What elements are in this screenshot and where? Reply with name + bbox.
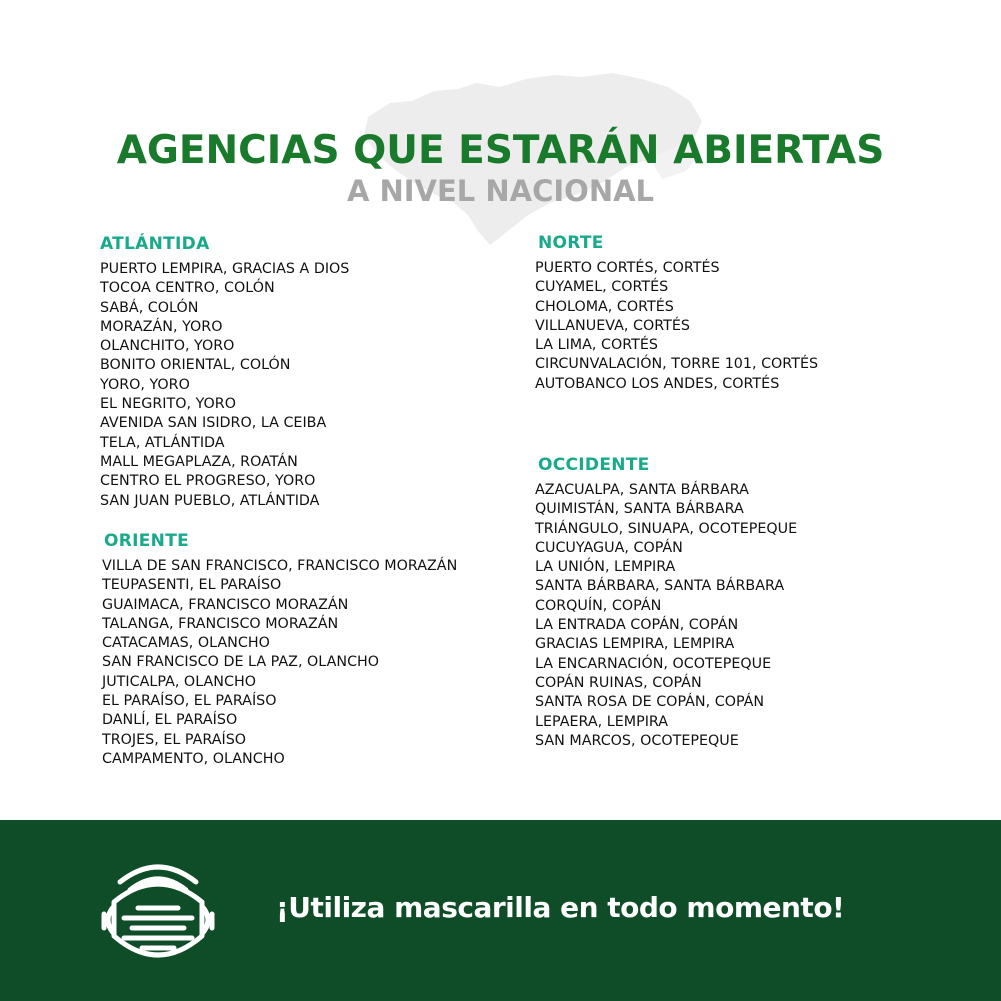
list-item: EL NEGRITO, YORO (100, 396, 236, 413)
list-item: CUCUYAGUA, COPÁN (535, 539, 683, 556)
list-item: PUERTO LEMPIRA, GRACIAS A DIOS (100, 261, 350, 277)
list-item: VILLANUEVA, CORTÉS (535, 317, 690, 334)
list-item: LA UNIÓN, LEMPIRA (535, 559, 676, 576)
list-item: TEUPASENTI, EL PARAÍSO (102, 577, 282, 594)
list-item: SAN MARCOS, OCOTEPEQUE (535, 732, 739, 749)
face-mask-icon (98, 856, 218, 976)
list-item: GRACIAS LEMPIRA, LEMPIRA (535, 636, 735, 653)
list-item: MORAZÁN, YORO (100, 318, 223, 335)
region-occidente (535, 453, 797, 751)
list-item: SANTA BÁRBARA, SANTA BÁRBARA (535, 578, 785, 595)
list-item: SAN JUAN PUEBLO, ATLÁNTIDA (100, 492, 320, 509)
footer-banner (0, 820, 1001, 1001)
region-title-oriente: ORIENTE (104, 531, 190, 551)
agency-list-norte (535, 259, 818, 394)
list-item: AVENIDA SAN ISIDRO, LA CEIBA (100, 415, 327, 432)
region-title-atlantida: ATLÁNTIDA (100, 234, 210, 254)
list-item: DANLÍ, EL PARAÍSO (102, 712, 238, 729)
list-item: LEPAERA, LEMPIRA (535, 713, 669, 730)
list-item: TRIÁNGULO, SINUAPA, OCOTEPEQUE (535, 520, 798, 537)
list-item: TOCOA CENTRO, COLÓN (100, 280, 275, 297)
list-item: TALANGA, FRANCISCO MORAZÁN (102, 615, 339, 632)
footer-message: ¡Utiliza mascarilla en todo momento! (276, 891, 845, 924)
list-item: CENTRO EL PROGRESO, YORO (100, 473, 316, 490)
list-item: QUIMISTÁN, SANTA BÁRBARA (535, 501, 744, 518)
region-norte (535, 231, 818, 394)
agency-list-atlantida (100, 260, 349, 511)
list-item: BONITO ORIENTAL, COLÓN (100, 357, 291, 374)
list-item: LA LIMA, CORTÉS (535, 337, 658, 354)
list-item: CIRCUNVALACIÓN, TORRE 101, CORTÉS (535, 356, 819, 373)
list-item: CAMPAMENTO, OLANCHO (102, 750, 285, 767)
page-subtitle: A NIVEL NACIONAL (346, 174, 655, 208)
list-item: CORQUÍN, COPÁN (535, 597, 662, 614)
list-item: COPÁN RUINAS, COPÁN (535, 674, 702, 691)
list-item: CUYAMEL, CORTÉS (535, 279, 669, 296)
list-item: VILLA DE SAN FRANCISCO, FRANCISCO MORAZÁN (102, 558, 458, 574)
list-item: GUAIMACA, FRANCISCO MORAZÁN (102, 596, 349, 613)
agency-list-occidente (535, 481, 797, 751)
region-title-norte: NORTE (538, 233, 604, 253)
list-item: TROJES, EL PARAÍSO (102, 731, 247, 748)
list-item: AZACUALPA, SANTA BÁRBARA (535, 482, 749, 498)
list-item: AUTOBANCO LOS ANDES, CORTÉS (535, 375, 780, 392)
list-item: SABÁ, COLÓN (100, 299, 199, 316)
region-title-occidente: OCCIDENTE (538, 455, 650, 475)
list-item: CHOLOMA, CORTÉS (535, 298, 674, 315)
list-item: OLANCHITO, YORO (100, 338, 235, 355)
list-item: TELA, ATLÁNTIDA (100, 434, 225, 451)
list-item: PUERTO CORTÉS, CORTÉS (535, 260, 720, 276)
list-item: SAN FRANCISCO DE LA PAZ, OLANCHO (102, 654, 380, 671)
list-item: SANTA ROSA DE COPÁN, COPÁN (535, 694, 765, 711)
region-oriente (102, 529, 457, 769)
list-item: LA ENCARNACIÓN, OCOTEPEQUE (535, 655, 772, 672)
list-item: EL PARAÍSO, EL PARAÍSO (102, 693, 277, 710)
list-item: JUTICALPA, OLANCHO (102, 673, 256, 690)
page-title: AGENCIAS QUE ESTARÁN ABIERTAS (116, 128, 885, 173)
list-item: MALL MEGAPLAZA, ROATÁN (100, 453, 298, 470)
region-atlantida (100, 232, 349, 511)
list-item: CATACAMAS, OLANCHO (102, 635, 270, 652)
agency-list-oriente (102, 557, 457, 769)
list-item: YORO, YORO (100, 376, 190, 393)
list-item: LA ENTRADA COPÁN, COPÁN (535, 617, 739, 634)
